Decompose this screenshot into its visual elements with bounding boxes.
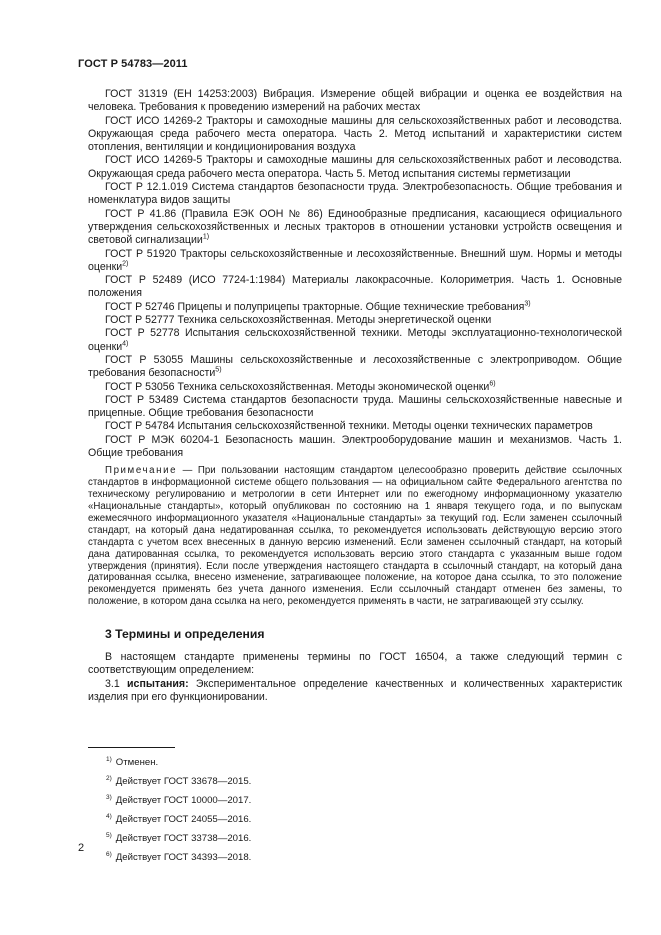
reference-item: ГОСТ Р МЭК 60204-1 Безопасность машин. Электрооборудование машин и механизмов. Часть 1. Общие требования: [88, 433, 622, 460]
footnote-item: $^{4)}$ Действует ГОСТ 24055—2016.: [106, 812, 252, 826]
note-label: Примечание: [105, 465, 178, 477]
reference-item: ГОСТ Р 54784 Испытания сельскохозяйственной техники. Методы оценки технических параметров: [105, 420, 593, 433]
reference-item: ГОСТ ИСО 14269-5 Тракторы и самоходные машины для сельскохозяйственных работ и лесоводства. Окружающая среда рабочего места оператора. Часть 5. Метод испытания системы герметизации: [88, 154, 622, 180]
footnote-item: $^{3)}$ Действует ГОСТ 10000—2017.: [106, 793, 252, 807]
reference-item: ГОСТ Р 12.1.019 Система стандартов безопасности труда. Электробезопасность. Общие требования и номенклатура видов защиты: [88, 181, 622, 207]
reference-item: ГОСТ Р 53489 Система стандартов безопасности труда. Машины сельскохозяйственные навесные и прицепные. Общие требования безопасности: [88, 393, 622, 420]
footnote-item: $^{2)}$ Действует ГОСТ 33678—2015.: [106, 774, 252, 788]
reference-item: ГОСТ Р 51920 Тракторы сельскохозяйственные и лесохозяйственные. Внешний шум. Нормы и методы оценки$^{2)}$: [88, 247, 622, 273]
reference-item: ГОСТ 31319 (ЕН 14253:2003) Вибрация. Измерение общей вибрации и оценка ее воздействия на человека. Требования к проведению измерений на рабочих местах: [88, 88, 622, 114]
reference-item: ГОСТ Р 41.86 (Правила ЕЭК ООН № 86) Единообразные предписания, касающиеся официального утверждения сельскохозяйственных и лесных тракторов в отношении установки устройств освещения и световой сигнализации$^{1)}$: [88, 207, 622, 247]
normative-references-list: [88, 88, 622, 460]
reference-item: ГОСТ Р 52746 Прицепы и полуприцепы тракторные. Общие технические требования$^{3)}$: [105, 300, 531, 313]
section-title: 3 Термины и определения: [105, 627, 265, 642]
note-paragraph: [88, 465, 622, 608]
section-intro: В настоящем стандарте применены термины по ГОСТ 16504, а также следующий термин с соответствующим определением:: [88, 651, 622, 677]
footnote-item: $^{5)}$ Действует ГОСТ 33738—2016.: [106, 831, 252, 845]
term-definition-text: Экспериментальное определение качественных и количественных характеристик изделия при его функционировании.: [88, 677, 622, 704]
term-definition: [88, 678, 622, 705]
footnote-item: $^{1)}$ Отменен.: [106, 756, 159, 769]
reference-item: ГОСТ Р 53056 Техника сельскохозяйственная. Методы экономической оценки$^{6)}$: [105, 380, 496, 393]
document-body: [88, 88, 622, 704]
reference-item: ГОСТ Р 52489 (ИСО 7724-1:1984) Материалы лакокрасочные. Колориметрия. Часть 1. Основные положения: [88, 274, 622, 300]
reference-item: ГОСТ Р 52778 Испытания сельскохозяйственной техники. Методы эксплуатационно-технологической оценки$^{4)}$: [88, 327, 622, 353]
document-code-header: ГОСТ Р 54783—2011: [78, 58, 188, 70]
footnotes: [88, 747, 388, 866]
reference-item: ГОСТ ИСО 14269-2 Тракторы и самоходные машины для сельскохозяйственных работ и лесоводства. Окружающая среда рабочего места оператора. Часть 2. Метод испытаний и характеристики систем отопления, вентиляции и кондиционирования воздуха: [88, 114, 622, 154]
footnote-divider: [88, 747, 175, 748]
reference-item: ГОСТ Р 53055 Машины сельскохозяйственные и лесохозяйственные с электроприводом. Общие требования безопасности$^{5)}$: [88, 353, 622, 380]
term-number: 3.1: [105, 677, 120, 690]
term-name: испытания:: [127, 677, 189, 690]
note-text: — При пользовании настоящим стандартом целесообразно проверить действие ссылочных стандартов в информационной системе общего пользования — на официальном сайте Федерального агентства по техническому регулированию и метрологии в сети Интернет или по ежегодному информационному указателю «Национальные стандарты», который опубликован по состоянию на 1 января текущего года, и по выпускам ежемесячного информационного указателя «Национальные стандарты» за текущий год. Если заменен ссылочный стандарт, на который дана недатированная ссылка, то рекомендуется использовать действующую версию этого стандарта с учетом всех внесенных в данную версию изменений. Если заменен ссылочный стандарт, на который дана датированная ссылка, то рекомендуется использовать версию этого стандарта с указанным выше годом утверждения (принятия). Если после утверждения настоящего стандарта в ссылочный стандарт, на который дана датированная ссылка, внесено изменение, затрагивающее положение, на которое дана ссылка, то это положение рекомендуется применять без учета данного изменения. Если ссылочный стандарт отменен без замены, то положение, в котором дана ссылка на него, рекомендуется применять в части, не затрагивающей эту ссылку.: [88, 465, 622, 608]
reference-item: ГОСТ Р 52777 Техника сельскохозяйственная. Методы энергетической оценки: [105, 314, 492, 327]
page-number: 2: [78, 842, 85, 854]
footnote-item: $^{6)}$ Действует ГОСТ 34393—2018.: [106, 850, 252, 864]
